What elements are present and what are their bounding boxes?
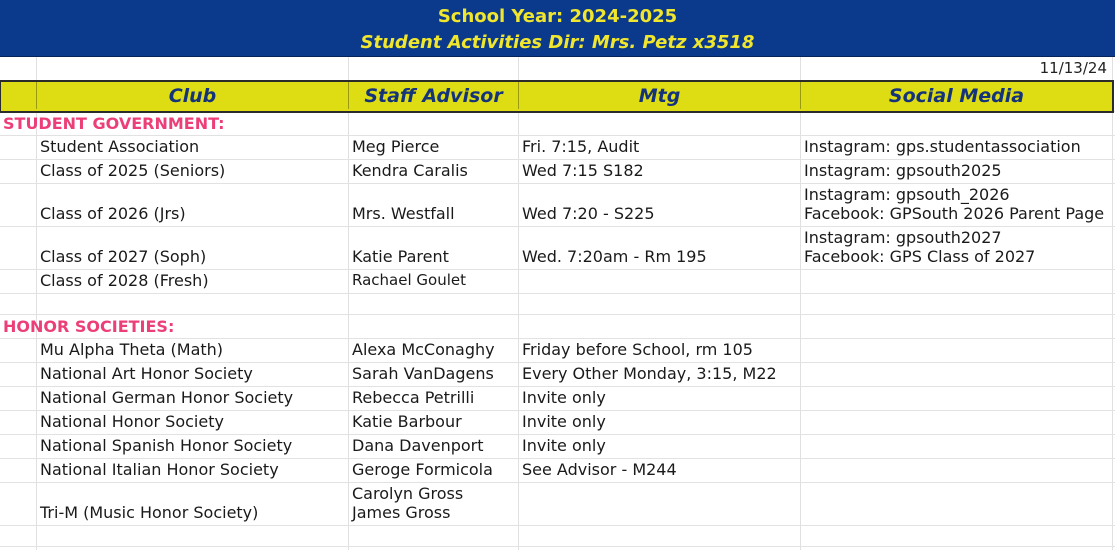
advisor-cell[interactable]: Kendra Caralis bbox=[352, 161, 468, 180]
row-line bbox=[0, 183, 1115, 184]
header-meeting[interactable]: Mtg bbox=[638, 85, 681, 107]
section-student-government[interactable]: STUDENT GOVERNMENT: bbox=[3, 114, 225, 133]
advisor-cell[interactable]: Rachael Goulet bbox=[352, 271, 466, 289]
meeting-cell[interactable]: Every Other Monday, 3:15, M22 bbox=[522, 364, 777, 383]
meeting-cell[interactable]: Wed 7:15 S182 bbox=[522, 161, 644, 180]
meeting-cell[interactable]: Wed. 7:20am - Rm 195 bbox=[522, 247, 707, 266]
meeting-cell[interactable]: Invite only bbox=[522, 436, 606, 455]
col-line bbox=[518, 56, 519, 550]
club-cell[interactable]: National German Honor Society bbox=[40, 388, 294, 407]
school-year-title: School Year: 2024-2025 bbox=[437, 6, 678, 27]
social-cell[interactable]: Instagram: gpsouth2027 bbox=[804, 228, 1002, 247]
meeting-cell[interactable]: Fri. 7:15, Audit bbox=[522, 137, 640, 156]
club-cell[interactable]: Student Association bbox=[40, 137, 200, 156]
advisor-cell[interactable]: Sarah VanDagens bbox=[352, 364, 494, 383]
row-line bbox=[0, 338, 1115, 339]
club-cell[interactable]: Class of 2025 (Seniors) bbox=[40, 161, 226, 180]
row-line bbox=[0, 482, 1115, 483]
club-cell[interactable]: Class of 2026 (Jrs) bbox=[40, 204, 186, 223]
row-line bbox=[0, 226, 1115, 227]
col-line bbox=[1112, 56, 1113, 550]
date-cell[interactable]: 11/13/24 bbox=[1039, 59, 1107, 77]
club-cell[interactable]: Tri-M (Music Honor Society) bbox=[40, 503, 259, 522]
club-cell[interactable]: National Italian Honor Society bbox=[40, 460, 279, 479]
advisor-cell[interactable]: Meg Pierce bbox=[352, 137, 440, 156]
header-staff-advisor[interactable]: Staff Advisor bbox=[364, 85, 503, 107]
club-cell[interactable]: Class of 2028 (Fresh) bbox=[40, 271, 209, 290]
row-line bbox=[0, 314, 1115, 315]
row-line bbox=[0, 546, 1115, 547]
club-cell[interactable]: National Art Honor Society bbox=[40, 364, 253, 383]
club-cell[interactable]: National Honor Society bbox=[40, 412, 224, 431]
club-cell[interactable]: National Spanish Honor Society bbox=[40, 436, 293, 455]
social-cell[interactable]: Instagram: gpsouth_2026 bbox=[804, 185, 1010, 204]
meeting-cell[interactable]: Invite only bbox=[522, 412, 606, 431]
row-line bbox=[0, 269, 1115, 270]
row-line bbox=[0, 386, 1115, 387]
row-line bbox=[0, 458, 1115, 459]
club-cell[interactable]: Class of 2027 (Soph) bbox=[40, 247, 207, 266]
advisor-cell-line2[interactable]: James Gross bbox=[352, 503, 451, 522]
advisor-cell[interactable]: Carolyn Gross bbox=[352, 484, 464, 503]
advisor-cell[interactable]: Katie Barbour bbox=[352, 412, 462, 431]
col-line bbox=[348, 56, 349, 550]
header-social-media[interactable]: Social Media bbox=[888, 85, 1025, 107]
row-line bbox=[0, 159, 1115, 160]
social-cell-line2[interactable]: Facebook: GPS Class of 2027 bbox=[804, 247, 1036, 266]
advisor-cell[interactable]: Mrs. Westfall bbox=[352, 204, 455, 223]
row-line bbox=[0, 525, 1115, 526]
row-line bbox=[0, 410, 1115, 411]
meeting-cell[interactable]: Invite only bbox=[522, 388, 606, 407]
row-line bbox=[0, 293, 1115, 294]
social-cell[interactable]: Instagram: gps.studentassociation bbox=[804, 137, 1081, 156]
row-line bbox=[0, 135, 1115, 136]
advisor-cell[interactable]: Geroge Formicola bbox=[352, 460, 493, 479]
meeting-cell[interactable]: See Advisor - M244 bbox=[522, 460, 677, 479]
row-line bbox=[0, 362, 1115, 363]
title-banner bbox=[0, 0, 1115, 57]
advisor-cell[interactable]: Alexa McConaghy bbox=[352, 340, 495, 359]
advisor-cell[interactable]: Rebecca Petrilli bbox=[352, 388, 475, 407]
row-line bbox=[0, 434, 1115, 435]
header-club[interactable]: Club bbox=[168, 85, 217, 107]
social-cell[interactable]: Instagram: gpsouth2025 bbox=[804, 161, 1002, 180]
meeting-cell[interactable]: Friday before School, rm 105 bbox=[522, 340, 753, 359]
advisor-cell[interactable]: Dana Davenport bbox=[352, 436, 484, 455]
activities-director-subtitle: Student Activities Dir: Mrs. Petz x3518 bbox=[360, 32, 755, 53]
social-cell-line2[interactable]: Facebook: GPSouth 2026 Parent Page bbox=[804, 204, 1105, 223]
club-cell[interactable]: Mu Alpha Theta (Math) bbox=[40, 340, 224, 359]
advisor-cell[interactable]: Katie Parent bbox=[352, 247, 449, 266]
meeting-cell[interactable]: Wed 7:20 - S225 bbox=[522, 204, 655, 223]
section-honor-societies[interactable]: HONOR SOCIETIES: bbox=[3, 317, 175, 336]
